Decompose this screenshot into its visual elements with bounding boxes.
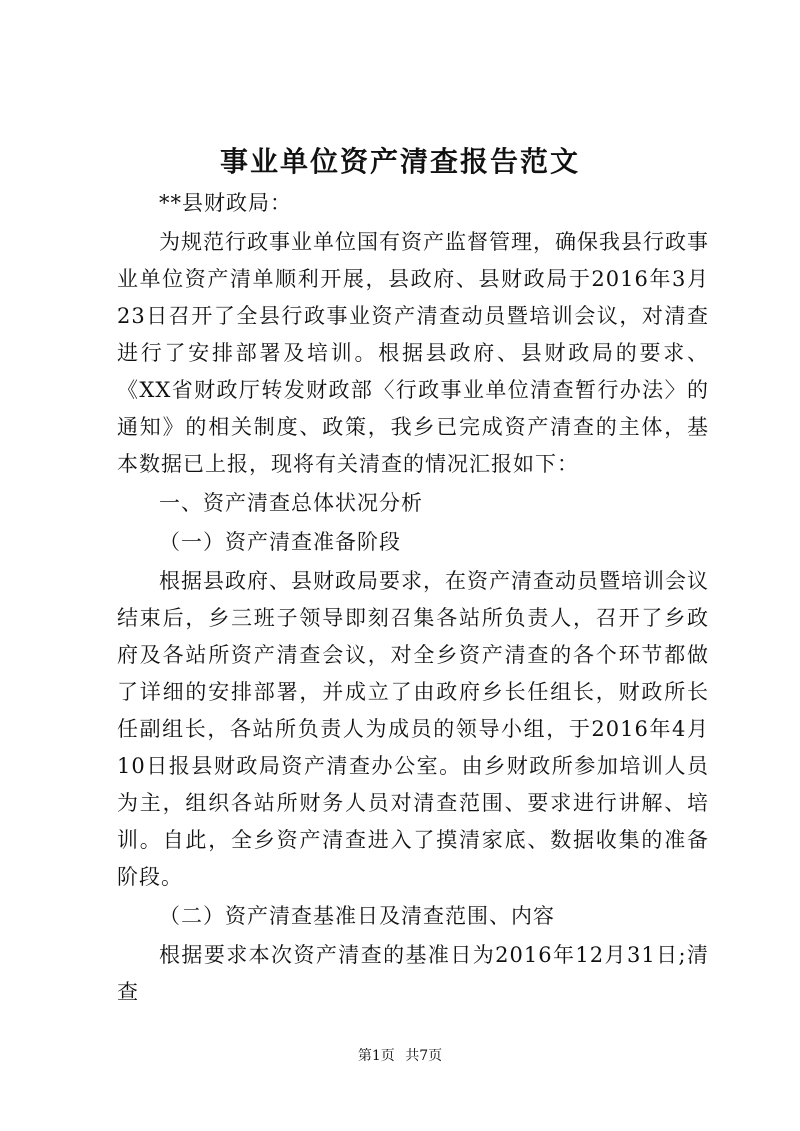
subsection-heading-1: （一）资产清查准备阶段 xyxy=(159,530,401,554)
document-title: 事业单位资产清查报告范文 xyxy=(219,145,580,178)
intro-paragraph: 为规范行政事业单位国有资产监督管理，确保我县行政事业单位资产清单顺利开展，县政府、县财政局于2016年3月23日召开了全县行政事业资产清查动员暨培训会议，对清查进行了安排部署及培训。根据县政府、县财政局的要求、《XX省财政厅转发财政部〈行政事业单位清查暂行办法〉的通知》的相关制度、政策，我乡已完成资产清查的主体，基本数据已上报，现将有关清查的情况汇报如下： xyxy=(117,230,709,476)
baseline-paragraph: 根据要求本次资产清查的基准日为2016年12月31日;清查 xyxy=(117,943,709,1004)
addressee-line: **县财政局： xyxy=(159,191,292,215)
preparation-paragraph: 根据县政府、县财政局要求，在资产清查动员暨培训会议结束后，乡三班子领导即刻召集各站所负责人，召开了乡政府及各站所资产清查会议，对全乡资产清查的各个环节都做了详细的安排部署，并成立了由政府乡长任组长，财政所长任副组长，各站所负责人为成员的领导小组，于2016年4月10日报县财政局资产清查办公室。由乡财政所参加培训人员为主，组织各站所财务人员对清查范围、要求进行讲解、培训。自此，全乡资产清查进入了摸清家底、数据收集的准备阶段。 xyxy=(117,569,709,889)
section-heading-1: 一、资产清查总体状况分析 xyxy=(159,491,423,515)
page-footer xyxy=(0,1046,800,1066)
document-body xyxy=(117,185,709,1011)
total-pages: 共7页 xyxy=(405,1048,443,1064)
subsection-heading-2: （二）资产清查基准日及清查范围、内容 xyxy=(159,904,555,928)
page-number: 第1页 xyxy=(357,1048,395,1064)
